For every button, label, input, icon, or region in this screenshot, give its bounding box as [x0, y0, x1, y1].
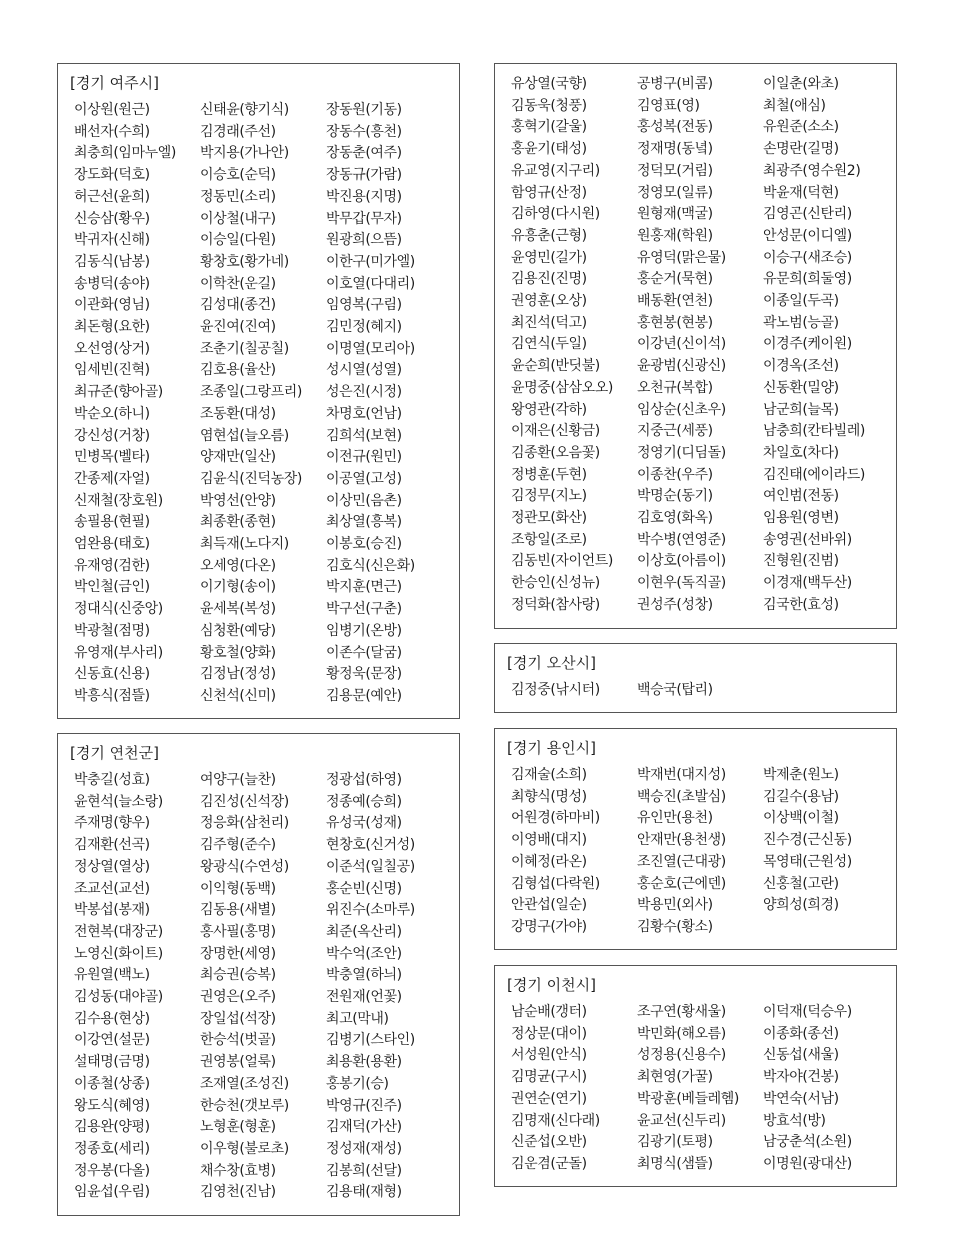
section-icheon [494, 965, 897, 1187]
member-name: 정응화(삼천리) [200, 815, 289, 832]
member-name: 박제춘(원노) [763, 767, 839, 783]
member-name: 강신성(거창) [74, 427, 150, 444]
member-name: 김명재(신다래) [511, 1112, 600, 1129]
member-name: 조재열(조성진) [200, 1075, 289, 1092]
member-name: 조구연(황새울) [637, 1004, 726, 1020]
name-list [511, 74, 889, 617]
member-name: 전현복(대장군) [74, 923, 163, 940]
member-name: 김동욱(청풍) [511, 97, 587, 114]
member-name: 지중근(세풍) [637, 423, 713, 440]
member-name: 성시열(성열) [326, 362, 402, 379]
member-name: 조항일(조로) [511, 531, 587, 548]
member-name: 권성주(성창) [637, 596, 713, 613]
member-name: 유교영(지구리) [511, 162, 600, 179]
member-name: 장동원(기동) [326, 102, 402, 118]
member-name: 이강년(신이석) [637, 336, 726, 353]
member-name: 임용원(영변) [763, 510, 839, 527]
member-name: 이종철(상종) [74, 1075, 150, 1092]
member-name: 백승진(초발심) [637, 788, 726, 805]
member-name: 진수경(근신동) [763, 832, 852, 849]
member-name: 정덕모(거림) [637, 162, 713, 179]
member-name: 이영배(대지) [511, 832, 587, 849]
member-name: 이공열(고성) [326, 470, 402, 487]
member-name: 이명원(광대산) [763, 1155, 852, 1172]
member-name: 임병기(온방) [326, 622, 402, 639]
member-name: 유영재(부사리) [74, 644, 163, 661]
member-name: 홍혁기(갈울) [511, 119, 587, 136]
member-name: 정영기(디딤돌) [637, 444, 726, 461]
member-name: 최용환(용환) [326, 1054, 402, 1071]
section-title: [경기 연천군] [70, 744, 159, 762]
member-name: 송필용(현필) [74, 514, 150, 531]
member-name: 박귀자(신해) [74, 232, 150, 249]
member-name: 유상열(국향) [511, 76, 587, 92]
member-name: 김성동(대야골) [74, 989, 163, 1006]
member-name: 홍현봉(현봉) [637, 314, 713, 331]
member-name: 유영덕(맑은물) [637, 249, 726, 266]
member-name: 송영권(선바위) [763, 531, 852, 548]
member-name: 이봉호(승진) [326, 536, 402, 553]
member-name: 최규준(향아골) [74, 384, 163, 401]
member-name: 김주형(준수) [200, 837, 276, 854]
member-name: 박인철(금인) [74, 579, 150, 596]
member-name: 임상순(신초우) [637, 401, 726, 418]
member-name: 박수병(연영준) [637, 531, 726, 548]
member-name: 이종찬(우주) [637, 466, 713, 483]
member-name: 정덕화(참사랑) [511, 596, 600, 613]
member-name: 최철(애심) [763, 97, 826, 114]
member-name: 이재은(신황금) [511, 423, 600, 440]
member-name: 정대식(신중앙) [74, 601, 163, 618]
member-name: 김명균(구시) [511, 1069, 587, 1086]
member-name: 윤현석(늘소랑) [74, 793, 163, 810]
member-name: 유재영(검한) [74, 557, 150, 574]
member-name: 홍성복(전동) [637, 119, 713, 136]
member-name: 이명열(모리아) [326, 340, 415, 357]
member-name: 이전규(원민) [326, 449, 402, 466]
member-name: 신홍철(고란) [763, 875, 839, 892]
member-name: 목영태(근원성) [763, 853, 852, 870]
member-name: 황정욱(문장) [326, 666, 402, 683]
member-name: 배동환(연천) [637, 293, 713, 310]
member-name: 정동민(소리) [200, 188, 276, 205]
member-name: 장동수(흥천) [326, 123, 402, 140]
member-name: 신준섭(오반) [511, 1134, 587, 1151]
member-name: 이익형(동백) [200, 880, 276, 897]
member-name: 김길수(용남) [763, 788, 839, 805]
member-name: 이준석(일칠공) [326, 858, 415, 875]
member-name: 남순배(갱터) [511, 1004, 587, 1020]
member-name: 박흥식(점뜰) [74, 687, 150, 704]
member-name: 유성국(성재) [326, 815, 402, 832]
member-name: 오세영(다온) [200, 557, 276, 574]
member-name: 김성대(종건) [200, 297, 276, 314]
member-name: 김정남(정성) [200, 666, 276, 683]
section-yongin [494, 728, 897, 950]
member-name: 김수용(현상) [74, 1010, 150, 1027]
member-name: 이학찬(운길) [200, 275, 276, 292]
member-name: 성정용(신용수) [637, 1047, 726, 1064]
section-title: [경기 용인시] [507, 739, 596, 757]
member-name: 임세빈(진혁) [74, 362, 150, 379]
member-name: 윤영민(길가) [511, 249, 587, 266]
member-name: 이혜정(라온) [511, 853, 587, 870]
member-name: 이상민(음촌) [326, 492, 402, 509]
member-name: 윤세복(복성) [200, 601, 276, 618]
member-name: 최상열(흥복) [326, 514, 402, 531]
member-name: 신재철(장호원) [74, 492, 163, 509]
member-name: 최돈형(요한) [74, 319, 150, 336]
name-list [74, 100, 452, 708]
member-name: 성은진(시정) [326, 384, 402, 401]
member-name: 채수창(효병) [200, 1162, 276, 1179]
member-name: 정재명(동녘) [637, 141, 713, 158]
member-name: 윤진여(진여) [200, 319, 276, 336]
member-name: 최향식(명성) [511, 788, 587, 805]
member-name: 신천석(신미) [200, 687, 276, 704]
section-title: [경기 이천시] [507, 976, 596, 994]
member-name: 이상백(이철) [763, 810, 839, 827]
member-name: 원형재(맥굴) [637, 206, 713, 223]
member-name: 차일호(차다) [763, 444, 839, 461]
member-name: 오천규(복합) [637, 379, 713, 396]
member-name: 이승호(순덕) [200, 167, 276, 184]
member-name: 유원열(백노) [74, 967, 150, 984]
member-name: 남충희(칸타빌레) [763, 423, 865, 440]
member-name: 이한구(미가엘) [326, 253, 415, 270]
member-name: 김봉희(선달) [326, 1162, 402, 1179]
member-name: 이호열(다대리) [326, 275, 415, 292]
member-name: 유문희(희둘영) [763, 271, 852, 288]
member-name: 이강연(설문) [74, 1032, 150, 1049]
member-name: 유원준(소소) [763, 119, 839, 136]
member-name: 장동춘(여주) [326, 145, 402, 162]
member-name: 오선영(상거) [74, 340, 150, 357]
member-name: 유인만(용천) [637, 810, 713, 827]
member-name: 이존수(달굼) [326, 644, 402, 661]
member-name: 원광희(으뜸) [326, 232, 402, 249]
member-name: 홍순호(근에덴) [637, 875, 726, 892]
section-osan [494, 643, 897, 713]
member-name: 홍봉기(승) [326, 1075, 389, 1092]
member-name: 김용문(예안) [326, 687, 402, 704]
member-name: 이승일(다원) [200, 232, 276, 249]
member-name: 원홍재(학원) [637, 227, 713, 244]
member-name: 김희석(보현) [326, 427, 402, 444]
member-name: 박재번(대지성) [637, 767, 726, 783]
member-name: 심청환(예당) [200, 622, 276, 639]
member-name: 이경주(케이원) [763, 336, 852, 353]
member-name: 장도화(덕호) [74, 167, 150, 184]
member-name: 최충희(임마누엘) [74, 145, 176, 162]
member-name: 이기형(송이) [200, 579, 276, 596]
member-name: 조춘기(칠공칠) [200, 340, 289, 357]
member-name: 정종예(승희) [326, 793, 402, 810]
member-name: 안관섭(일순) [511, 897, 587, 914]
member-name: 임영복(구림) [326, 297, 402, 314]
member-name: 이종일(두곡) [763, 293, 839, 310]
member-name: 여양구(늘찬) [200, 772, 276, 788]
member-name: 윤명중(삼삼오오) [511, 379, 613, 396]
member-name: 왕도식(혜영) [74, 1097, 150, 1114]
member-name: 박명순(동기) [637, 488, 713, 505]
member-name: 정종호(세리) [74, 1140, 150, 1157]
member-name: 박봉섭(봉재) [74, 902, 150, 919]
member-name: 이경옥(조선) [763, 358, 839, 375]
member-name: 김진성(신석장) [200, 793, 289, 810]
member-name: 위진수(소마루) [326, 902, 415, 919]
member-name: 조교선(교선) [74, 880, 150, 897]
member-name: 김경래(주선) [200, 123, 276, 140]
member-name: 정우봉(다올) [74, 1162, 150, 1179]
member-name: 어원경(하마비) [511, 810, 600, 827]
member-name: 김재술(소희) [511, 767, 587, 783]
member-name: 이상철(내구) [200, 210, 276, 227]
member-name: 김연식(두일) [511, 336, 587, 353]
member-name: 허근선(윤희) [74, 188, 150, 205]
member-name: 박진용(지명) [326, 188, 402, 205]
member-name: 방효석(방) [763, 1112, 826, 1129]
member-name: 김동빈(자이언트) [511, 553, 613, 570]
member-name: 공병구(비콤) [637, 76, 713, 92]
member-name: 장일섭(석장) [200, 1010, 276, 1027]
member-name: 김운겸(군돌) [511, 1155, 587, 1172]
member-name: 박지용(가나안) [200, 145, 289, 162]
member-name: 홍윤기(태성) [511, 141, 587, 158]
member-name: 손명란(길명) [763, 141, 839, 158]
member-name: 유흥춘(근형) [511, 227, 587, 244]
member-name: 최명식(샘뜰) [637, 1155, 713, 1172]
member-name: 배선자(수희) [74, 123, 150, 140]
member-name: 최종환(종현) [200, 514, 276, 531]
member-name: 김호용(율산) [200, 362, 276, 379]
member-name: 홍사필(홍명) [200, 923, 276, 940]
member-name: 김영곤(신탄리) [763, 206, 852, 223]
member-name: 이관화(영님) [74, 297, 150, 314]
member-name: 정영모(일류) [637, 184, 713, 201]
member-name: 주재명(향우) [74, 815, 150, 832]
member-name: 김광기(토평) [637, 1134, 713, 1151]
member-name: 노영신(화이트) [74, 945, 163, 962]
member-name: 김국한(효성) [763, 596, 839, 613]
member-name: 조동환(대성) [200, 405, 276, 422]
member-name: 박영규(진주) [326, 1097, 402, 1114]
member-name: 박지훈(면근) [326, 579, 402, 596]
member-name: 김영천(진남) [200, 1184, 276, 1201]
member-name: 정성재(재성) [326, 1140, 402, 1157]
member-name: 최고(막내) [326, 1010, 389, 1027]
member-name: 이상호(아름이) [637, 553, 726, 570]
member-name: 염현섭(늘오름) [200, 427, 289, 444]
member-name: 장명한(세영) [200, 945, 276, 962]
member-name: 박구선(구춘) [326, 601, 402, 618]
member-name: 조진열(근대광) [637, 853, 726, 870]
member-name: 한승인(신성뉴) [511, 575, 600, 592]
member-name: 김용완(양평) [74, 1119, 150, 1136]
member-name: 최준(옥산리) [326, 923, 402, 940]
member-name: 설태명(금명) [74, 1054, 150, 1071]
member-name: 이승구(새조승) [763, 249, 852, 266]
member-name: 안재만(용천생) [637, 832, 726, 849]
member-name: 신동효(신용) [74, 666, 150, 683]
member-name: 강명구(가야) [511, 918, 587, 935]
member-name: 이종화(종선) [763, 1025, 839, 1042]
member-name: 박충길(성효) [74, 772, 150, 788]
member-name: 조종일(그랑프리) [200, 384, 302, 401]
member-name: 박윤재(덕현) [763, 184, 839, 201]
section-yeoju [57, 63, 460, 719]
member-name: 전원재(언꽃) [326, 989, 402, 1006]
member-name: 신승삼(황우) [74, 210, 150, 227]
member-name: 박자야(건봉) [763, 1069, 839, 1086]
member-name: 김정무(지노) [511, 488, 587, 505]
member-name: 신동섭(새울) [763, 1047, 839, 1064]
member-name: 윤순희(반딧불) [511, 358, 600, 375]
member-name: 진형원(진범) [763, 553, 839, 570]
member-name: 김용진(진명) [511, 271, 587, 288]
member-name: 김동용(새별) [200, 902, 276, 919]
member-name: 김진태(에이라드) [763, 466, 865, 483]
member-name: 남궁춘석(소원) [763, 1134, 852, 1151]
member-name: 최현영(가꿀) [637, 1069, 713, 1086]
member-name: 송병덕(송야) [74, 275, 150, 292]
member-name: 이경재(백두산) [763, 575, 852, 592]
member-name: 김윤식(진덕농장) [200, 470, 302, 487]
member-name: 이덕재(덕승우) [763, 1004, 852, 1020]
name-list [511, 765, 889, 939]
member-name: 이현우(독직골) [637, 575, 726, 592]
member-name: 양희성(희경) [763, 897, 839, 914]
member-name: 박연숙(서남) [763, 1090, 839, 1107]
member-name: 윤광범(신광신) [637, 358, 726, 375]
member-name: 서성원(안식) [511, 1047, 587, 1064]
member-name: 이우형(불로초) [200, 1140, 289, 1157]
member-name: 차명호(언남) [326, 405, 402, 422]
member-name: 김황수(황소) [637, 918, 713, 935]
member-name: 곽노범(능골) [763, 314, 839, 331]
member-name: 남군희(늘목) [763, 401, 839, 418]
member-name: 박수억(조안) [326, 945, 402, 962]
member-name: 여인범(전동) [763, 488, 839, 505]
member-name: 김호식(신은화) [326, 557, 415, 574]
name-list [511, 1002, 889, 1176]
section-title: [경기 오산시] [507, 654, 596, 672]
member-name: 정광섭(하영) [326, 772, 402, 788]
member-name: 김용태(재형) [326, 1184, 402, 1201]
member-name: 엄완용(태호) [74, 536, 150, 553]
section-title: [경기 여주시] [70, 74, 159, 92]
member-name: 노형훈(형훈) [200, 1119, 276, 1136]
member-name: 김호영(화옥) [637, 510, 713, 527]
member-name: 간종제(자얼) [74, 470, 150, 487]
member-name: 이상원(원근) [74, 102, 150, 118]
member-name: 김종환(오음꽃) [511, 444, 600, 461]
member-name: 김재덕(가산) [326, 1119, 402, 1136]
member-name: 홍순거(묵현) [637, 271, 713, 288]
member-name: 정관모(화산) [511, 510, 587, 527]
member-name: 김정중(낚시터) [511, 682, 600, 698]
member-name: 김재환(선곡) [74, 837, 150, 854]
member-name: 박광훈(베들레헴) [637, 1090, 739, 1107]
member-name: 김동식(남봉) [74, 253, 150, 270]
member-name: 양재만(일산) [200, 449, 276, 466]
member-name: 장동규(가람) [326, 167, 402, 184]
member-name: 최광주(영수원2) [763, 162, 861, 179]
member-name: 함영규(산정) [511, 184, 587, 201]
name-list [511, 680, 889, 702]
member-name: 박순오(하니) [74, 405, 150, 422]
member-name: 박용민(외사) [637, 897, 713, 914]
member-name: 윤교선(신두리) [637, 1112, 726, 1129]
member-name: 권연순(연기) [511, 1090, 587, 1107]
member-name: 김병기(스타인) [326, 1032, 415, 1049]
member-name: 왕광식(수연성) [200, 858, 289, 875]
member-name: 박영선(안양) [200, 492, 276, 509]
member-name: 신동환(밀양) [763, 379, 839, 396]
name-list [74, 770, 452, 1204]
member-name: 최진석(덕고) [511, 314, 587, 331]
member-name: 박무갑(무자) [326, 210, 402, 227]
member-name: 신태윤(향기식) [200, 102, 289, 118]
member-name: 현창호(신거성) [326, 837, 415, 854]
member-name: 정병훈(두현) [511, 466, 587, 483]
member-name: 권영은(오주) [200, 989, 276, 1006]
member-name: 민병목(벨타) [74, 449, 150, 466]
member-name: 최승권(승복) [200, 967, 276, 984]
member-name: 김영표(영) [637, 97, 700, 114]
section-yeoncheon [57, 733, 460, 1216]
member-name: 황창호(황가네) [200, 253, 289, 270]
section-continued [494, 63, 897, 629]
member-name: 안성문(이디엘) [763, 227, 852, 244]
member-name: 박광철(점명) [74, 622, 150, 639]
member-name: 권영훈(오상) [511, 293, 587, 310]
member-name: 왕영관(각하) [511, 401, 587, 418]
member-name: 백승국(탑리) [637, 682, 713, 698]
member-name: 한승석(벗골) [200, 1032, 276, 1049]
member-name: 박민화(해오름) [637, 1025, 726, 1042]
member-name: 한승천(갯보루) [200, 1097, 289, 1114]
member-name: 박충열(하늬) [326, 967, 402, 984]
member-name: 김하영(다시원) [511, 206, 600, 223]
member-name: 정상문(대이) [511, 1025, 587, 1042]
member-name: 김형섭(다락원) [511, 875, 600, 892]
member-name: 정상열(열상) [74, 858, 150, 875]
member-name: 이일춘(와초) [763, 76, 839, 92]
member-name: 김민정(혜지) [326, 319, 402, 336]
member-name: 최득재(노다지) [200, 536, 289, 553]
member-name: 임윤섭(우림) [74, 1184, 150, 1201]
member-name: 황호철(양화) [200, 644, 276, 661]
member-name: 홍순빈(신명) [326, 880, 402, 897]
member-name: 권영봉(얼룩) [200, 1054, 276, 1071]
